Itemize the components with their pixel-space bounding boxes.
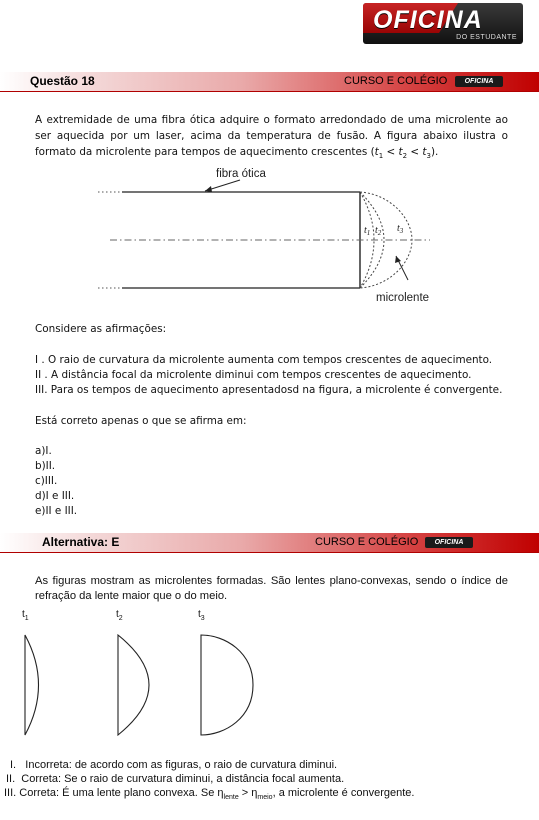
- fiber-figure: [90, 160, 450, 310]
- answer-line-2: II. Correta: Se o raio de curvatura diminui, a distância focal aumenta.: [6, 773, 345, 785]
- statement-3: III. Para os tempos de aquecimento apresentadosd na figura, a microlente é convergente.: [35, 384, 503, 396]
- fiber-label: fibra ótica: [216, 168, 266, 180]
- lens-shapes-figure: [20, 630, 280, 740]
- answer-line-1: I. Incorreta: de acordo com as figuras, o raio de curvatura diminui.: [10, 759, 338, 771]
- lens-shape-t1: [25, 635, 39, 735]
- question-statement: A extremidade de uma fibra ótica adquire o formato arredondado de uma microlente ao ser aquecida por um laser, acima da temperatura de fusão. A figura abaixo ilustra o formato da microlente para tempos de aquecimento crescentes $(t_1 < t_2 < t_3)$.: [35, 114, 508, 161]
- answer-text: As figuras mostram as microlentes formadas. São lentes plano-convexas, sendo o índice de refração da lente maior que o do meio.: [35, 575, 508, 602]
- answer-course-label: CURSO E COLÉGIO: [315, 536, 419, 548]
- question-title: Questão 18: [30, 74, 95, 88]
- logo-brand: OFICINA: [373, 6, 483, 34]
- option-e: e)II e III.: [35, 505, 78, 517]
- option-d: d)I e III.: [35, 490, 75, 502]
- lens-arrow-head: [395, 256, 401, 263]
- option-a: a)I.: [35, 445, 52, 457]
- statement-2: II . A distância focal da microlente diminui com tempos crescentes de aquecimento.: [35, 369, 472, 381]
- lens-label-t2: $t_2$: [116, 609, 123, 622]
- answer-line-3: III. Correta: É uma lente plano convexa. Se $\eta_{lente} > \eta_{meio}$, a microlente é convergente.: [4, 787, 415, 802]
- question-prompt: Está correto apenas o que se afirma em:: [35, 415, 247, 427]
- answer-title: Alternativa: E: [42, 535, 120, 549]
- oficina-logo: [363, 3, 523, 44]
- microlens-label: microlente: [376, 292, 430, 304]
- answer-mini-logo: OFICINA: [425, 537, 473, 548]
- statement-1: I . O raio de curvatura da microlente aumenta com tempos crescentes de aquecimento.: [35, 354, 493, 366]
- consider-label: Considere as afirmações:: [35, 323, 167, 335]
- lens-label-t3: $t_3$: [198, 609, 205, 622]
- question-mini-logo: OFICINA: [455, 76, 503, 87]
- question-course-label: CURSO E COLÉGIO: [344, 75, 448, 87]
- option-c: c)III.: [35, 475, 58, 487]
- fig-t2-label: $t_2$: [375, 225, 382, 237]
- logo-subtitle: DO ESTUDANTE: [456, 34, 517, 41]
- lens-shape-t3: [201, 635, 253, 735]
- lens-shape-t2: [118, 635, 149, 735]
- lens-label-t1: $t_1$: [22, 609, 29, 622]
- fig-t1-label: $t_1$: [364, 225, 371, 237]
- option-b: b)II.: [35, 460, 56, 472]
- fiber-arrow-head: [205, 186, 212, 192]
- fig-t3-label: $t_3$: [397, 223, 404, 235]
